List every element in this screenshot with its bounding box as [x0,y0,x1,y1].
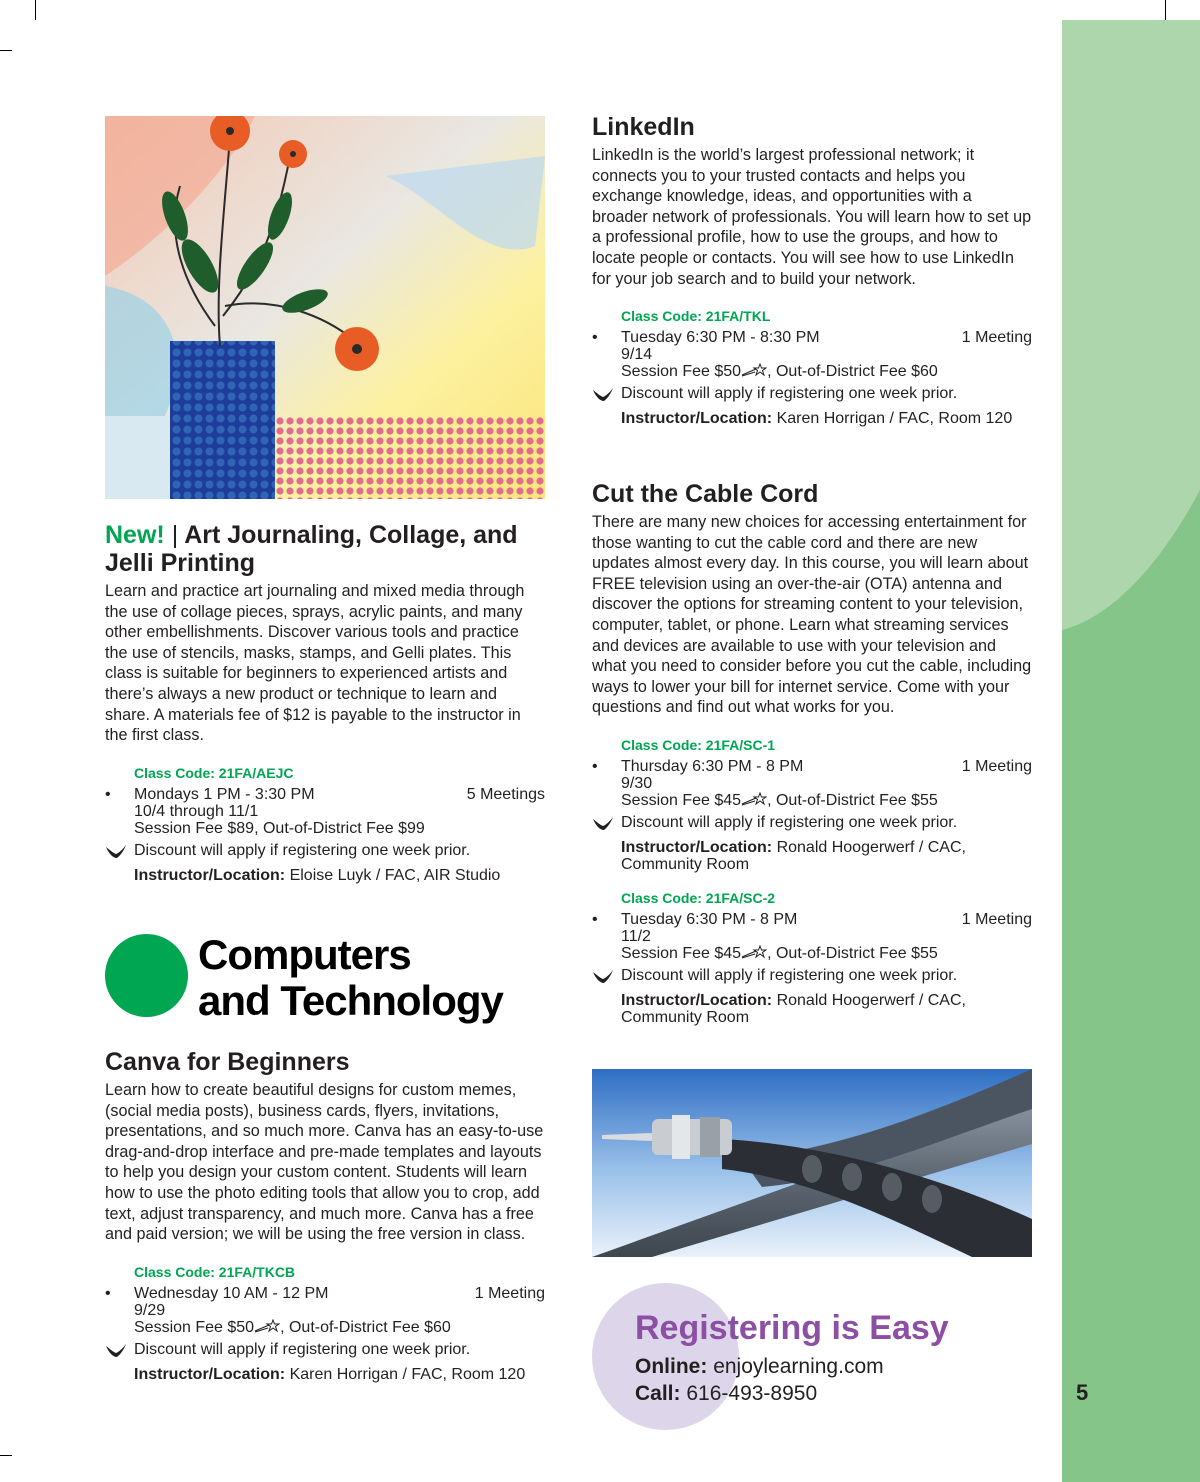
instructor-location [592,410,1032,427]
instructor-label: Instructor/Location: [621,838,773,856]
register-online [635,1355,884,1379]
out-of-district-fee: , Out-of-District Fee $60 [280,1318,451,1336]
instructor-label: Instructor/Location: [134,866,286,884]
fees [621,945,1032,962]
canva-class-description: Learn how to create beautiful designs for custom memes, (social media posts), business cards, flyers, invitations, presentations, and so much more. Canva has an easy-to-use drag-and-drop interface and pre-made templates and layouts to help you design your custom content. Students will learn how to use the photo editing tools that allow you to crop, add text, adjust transparency, and much more. Canva has a free and paid version; we will be using the free version in class. [105,1081,544,1244]
meeting-count: 1 Meeting [961,910,1032,928]
art-class-title [105,521,545,577]
crop-mark [1165,0,1166,20]
instructor-label: Instructor/Location: [621,410,773,428]
meeting-count: 5 Meetings [466,785,545,803]
linkedin-class-description: LinkedIn is the world’s largest professional network; it connects you to your trusted contacts and helps you exchange knowledge, ideas, and opportunities with a broader network of professionals. You will learn how to set up a professional profile, how to use the groups, and how to locate people or contacts. You will see how to use LinkedIn for your job search and to build your network. [592,146,1032,288]
shooting-star-icon [741,363,767,377]
class-code: Class Code: 21FA/SC-2 [621,889,776,906]
schedule-day: Wednesday 10 AM - 12 PM [134,1284,329,1302]
bullet: • [105,785,111,803]
out-of-district-fee: , Out-of-District Fee $55 [767,944,938,962]
bird-icon [105,844,127,860]
instructor-value: Karen Horrigan / FAC, Room 120 [776,410,1013,428]
session-fee: Session Fee $50 [621,363,742,381]
schedule [105,786,545,837]
instructor-location [105,1366,545,1383]
cable-class-listing [592,480,1032,1026]
discount-note [105,1340,545,1360]
out-of-district-fee: , Out-of-District Fee $60 [767,363,938,381]
meeting-count: 1 Meeting [961,329,1032,347]
register-title: Registering is Easy [635,1309,949,1347]
location-value: Community Room [621,1008,750,1026]
fees [621,363,1032,380]
section-title-line1: Computers [198,931,411,978]
schedule-dates: 9/29 [134,1301,166,1319]
cable-scissors-photo [592,1069,1032,1257]
linkedin-class-listing [592,113,1032,427]
discount-text: Discount will apply if registering one week prior. [134,1340,471,1358]
discount-note [105,841,545,861]
instructor-value: Ronald Hoogerwerf / CAC, [776,991,966,1009]
bird-icon [592,969,614,985]
crop-mark [0,50,12,51]
phone-number[interactable]: 616-493-8950 [686,1382,818,1405]
schedule [592,329,1032,380]
cable-class-title: Cut the Cable Cord [592,480,819,508]
bullet: • [592,910,598,928]
discount-text: Discount will apply if registering one week prior. [621,966,958,984]
side-band [1062,20,1200,1482]
schedule-day: Mondays 1 PM - 3:30 PM [134,785,315,803]
cable-class-description: There are many new choices for accessing entertainment for those wanting to cut the cable cord and there are new updates almost every day. In this course, you will learn about FREE television using an over-the-air (OTA) antenna and discover the options for streaming content to your television, computer, tablet, or phone. Learn what streaming services and devices are available to use with your television and what you need to consider before you cut the cable, including ways to lower your bill for internet service. Come with your questions and find out what works for you. [592,513,1032,717]
section-dot [105,934,188,1017]
instructor-location [592,992,1032,1026]
schedule-day: Tuesday 6:30 PM - 8:30 PM [621,329,820,347]
schedule [592,758,1032,809]
class-code: Class Code: 21FA/SC-1 [621,736,776,753]
out-of-district-fee: , Out-of-District Fee $55 [767,791,938,809]
schedule-day: Thursday 6:30 PM - 8 PM [621,757,804,775]
call-label: Call: [635,1382,681,1405]
instructor-location [592,839,1032,873]
discount-text: Discount will apply if registering one week prior. [621,813,958,831]
bird-icon [105,1343,127,1359]
shooting-star-icon [741,945,767,959]
registration-box [592,1283,1032,1433]
class-code: Class Code: 21FA/TKL [621,308,771,325]
crop-mark [0,1455,12,1456]
session-fee: Session Fee $45 [621,791,742,809]
schedule-dates: 11/2 [621,927,651,945]
section-heading [105,932,555,1022]
instructor-location [105,867,545,884]
discount-note [592,384,1032,404]
bird-icon [592,387,614,403]
art-collage-photo [105,116,545,499]
online-link[interactable]: enjoylearning.com [713,1355,884,1378]
instructor-label: Instructor/Location: [134,1365,286,1383]
discount-note [592,966,1032,986]
meeting-count: 1 Meeting [961,757,1032,775]
linkedin-class-title: LinkedIn [592,113,695,141]
class-code: Class Code: 21FA/TKCB [134,1263,296,1280]
page-number: 5 [1076,1380,1089,1405]
schedule-dates: 10/4 through 11/1 [134,802,259,820]
fees [134,1319,545,1336]
discount-note [592,813,1032,833]
section-title-line2: and Technology [198,977,503,1024]
shooting-star-icon [254,1319,280,1333]
art-class-description: Learn and practice art journaling and mixed media through the use of collage pieces, sprays, acrylic paints, and many other embellishments. Discover various tools and practice the use of stencils, masks, stamps, and Gelli plates. This class is suitable for beginners to experienced artists and there’s always a new product or technique to learn and share. A materials fee of $12 is payable to the instructor in the first class. [105,582,525,745]
canva-class-title: Canva for Beginners [105,1048,350,1076]
discount-text: Discount will apply if registering one week prior. [621,385,958,403]
meeting-count: 1 Meeting [474,1284,545,1302]
schedule-dates: 9/14 [621,346,653,364]
crop-mark [35,0,36,20]
discount-text: Discount will apply if registering one week prior. [134,841,471,859]
section-title [198,932,503,1024]
fees: Session Fee $89, Out-of-District Fee $99 [134,819,425,837]
instructor-label: Instructor/Location: [621,991,773,1009]
art-class-listing [105,521,545,884]
class-code: Class Code: 21FA/AEJC [134,764,294,781]
schedule [592,911,1032,962]
fees [621,792,1032,809]
instructor-value: Eloise Luyk / FAC, AIR Studio [289,866,501,884]
schedule-day: Tuesday 6:30 PM - 8 PM [621,910,798,928]
new-label: New! [105,521,165,549]
schedule [105,1285,545,1336]
bird-icon [592,816,614,832]
instructor-value: Ronald Hoogerwerf / CAC, [776,838,966,856]
canva-class-listing [105,1048,545,1383]
shooting-star-icon [741,792,767,806]
bullet: • [105,1284,111,1302]
schedule-dates: 9/30 [621,774,653,792]
art-class-title-text: Art Journaling, Collage, and Jelli Printing [105,521,518,577]
bullet: • [592,329,598,347]
location-value: Community Room [621,855,750,873]
title-separator: | [171,521,179,549]
session-fee: Session Fee $50 [134,1318,255,1336]
instructor-value: Karen Horrigan / FAC, Room 120 [289,1365,526,1383]
register-call [635,1382,817,1406]
online-label: Online: [635,1355,708,1378]
session-fee: Session Fee $45 [621,944,742,962]
bullet: • [592,757,598,775]
